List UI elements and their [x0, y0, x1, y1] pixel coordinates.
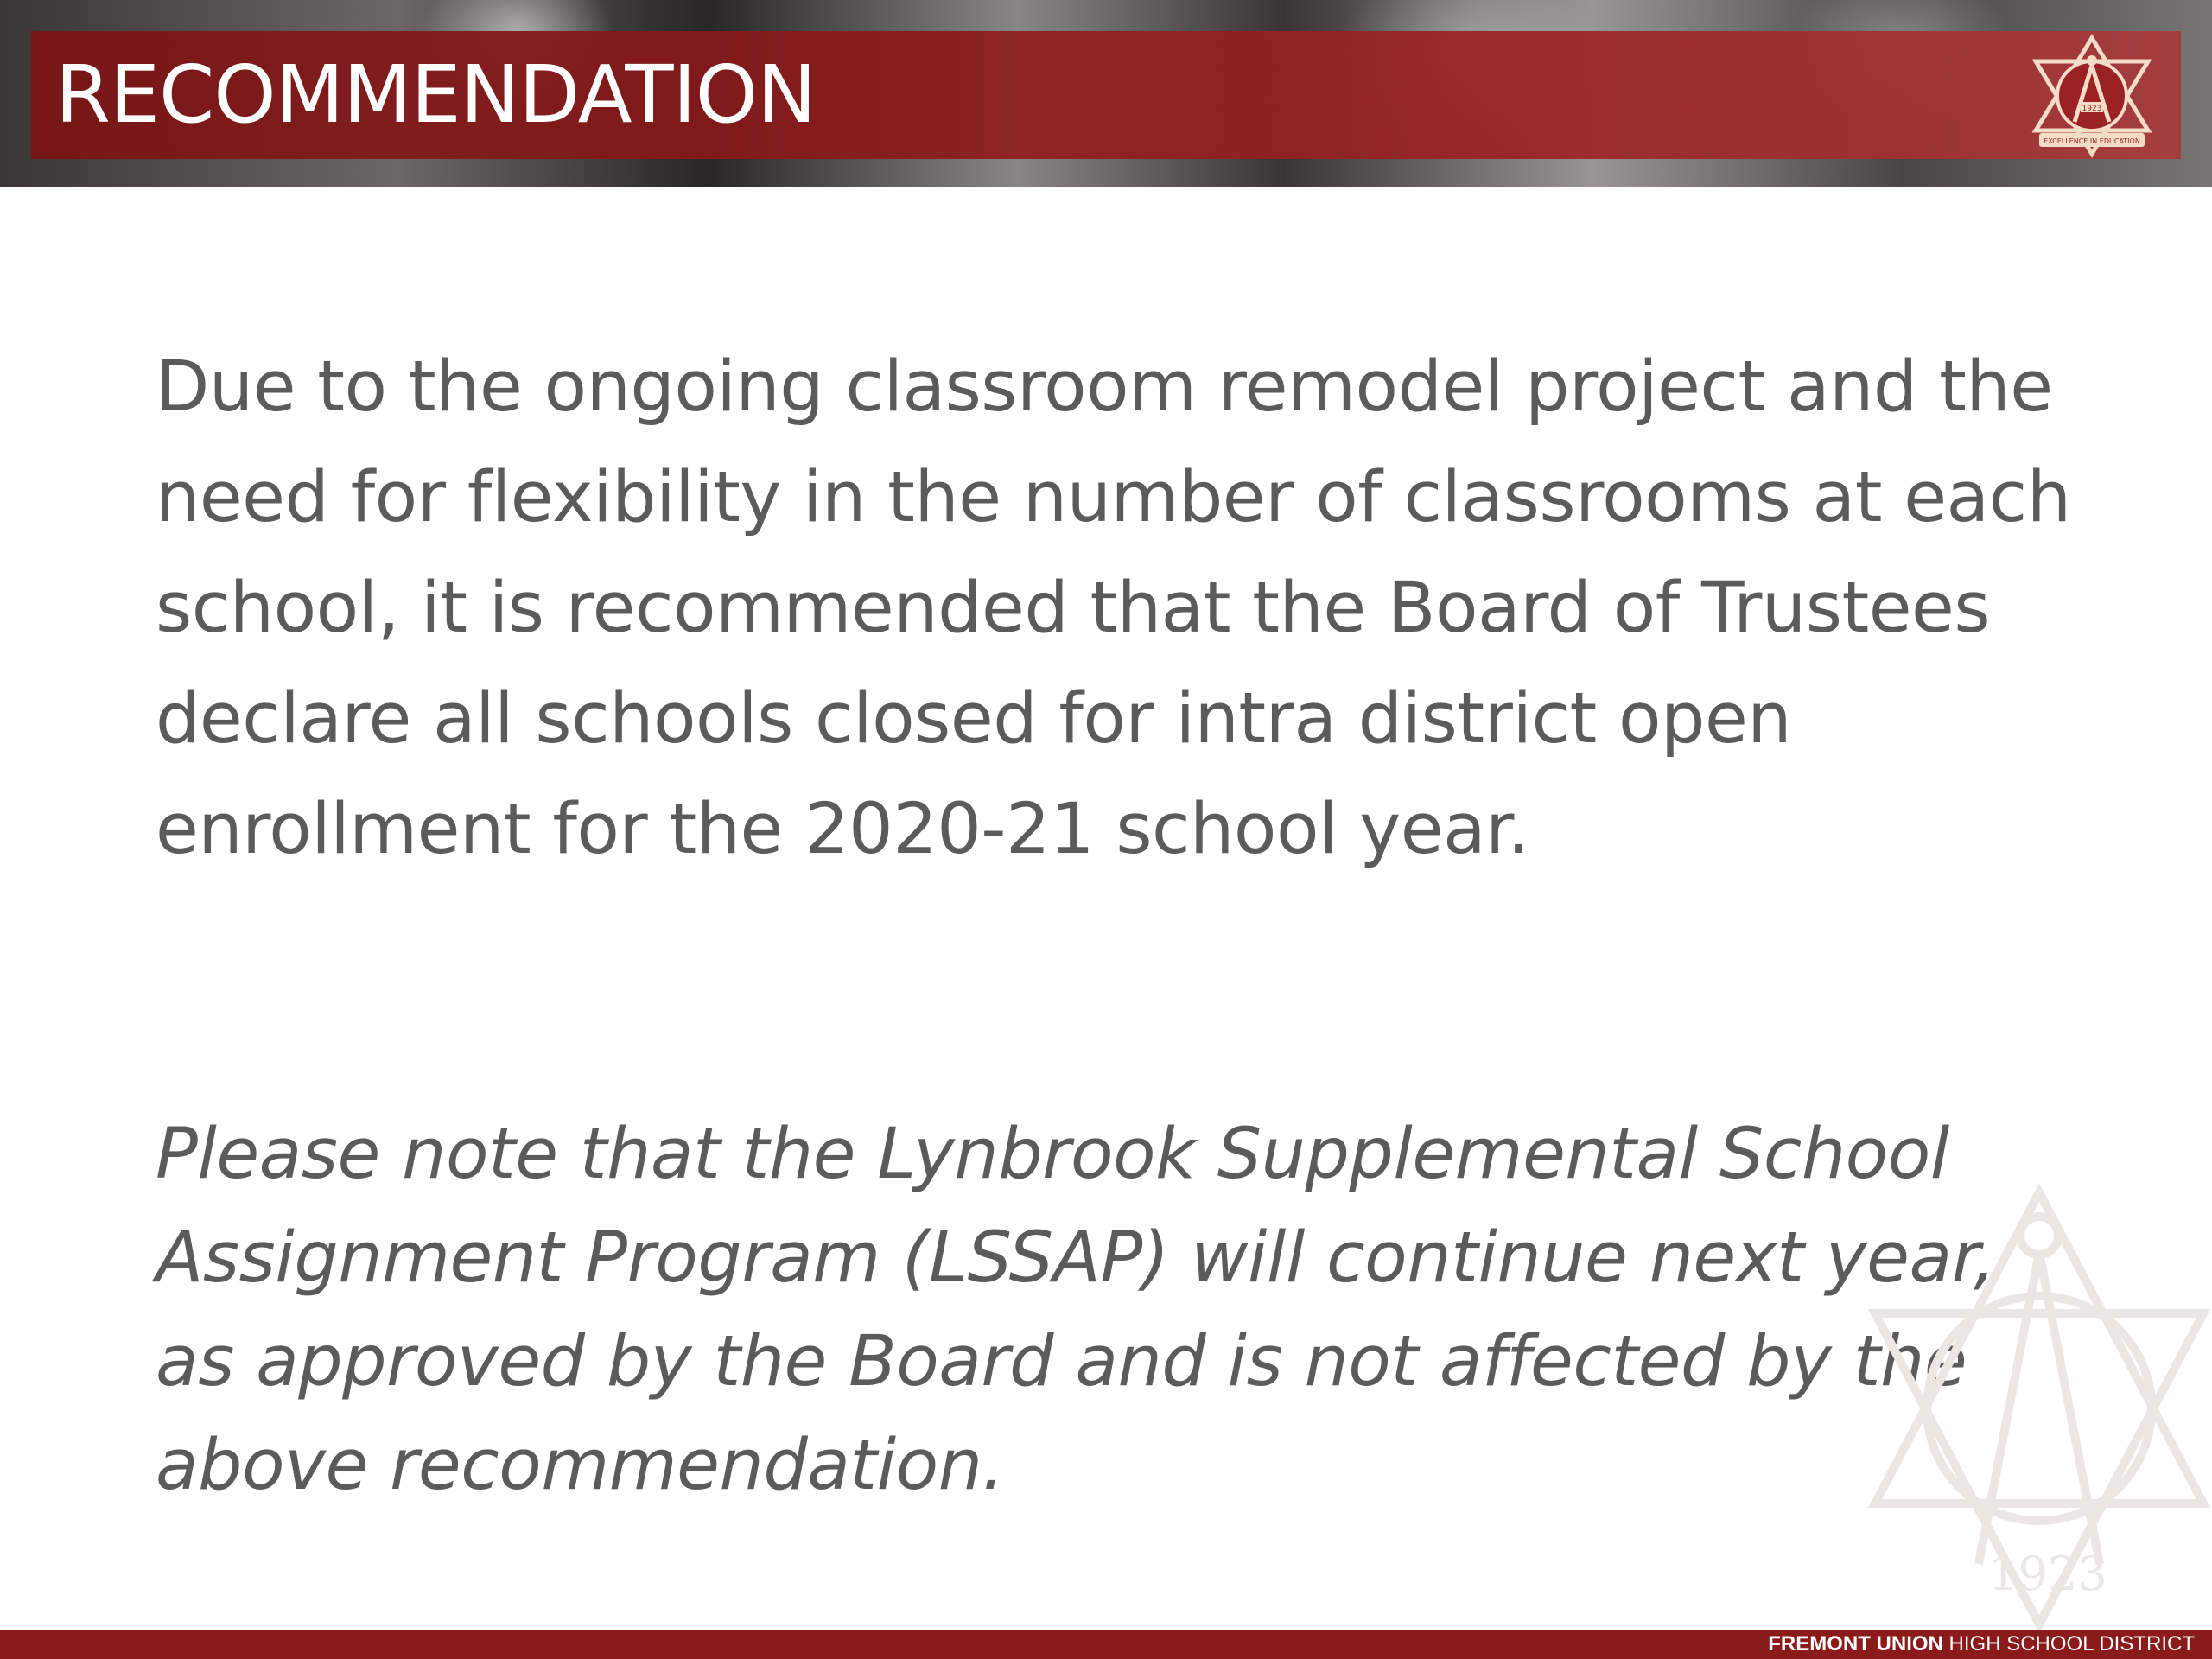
- footer-district-name: [1768, 1630, 2195, 1659]
- lssap-note-paragraph: Please note that the Lynbrook Supplemental School Assignment Program (LSSAP) will continue next year, as approved by the Board and is not affected by the above recommendation.: [156, 1114, 1996, 1506]
- footer-bar: [0, 1630, 2212, 1659]
- seal-motto: EXCELLENCE IN EDUCATION: [2044, 137, 2140, 145]
- recommendation-paragraph: Due to the ongoing classroom remodel project and the need for flexibility in the number of classrooms at each school, it is recommended that the Board of Trustees declare all schools closed for intra district open enrollment for the 2020-21 school year.: [156, 346, 2071, 870]
- watermark-year: 1923: [1988, 1547, 2107, 1601]
- header-banner: [0, 0, 2212, 187]
- footer-district-bold: FREMONT UNION: [1768, 1632, 1943, 1656]
- slide-title: RECOMMENDATION: [55, 48, 816, 141]
- school-seal-icon: [2027, 31, 2157, 161]
- seal-year: 1923: [2082, 105, 2102, 113]
- district-seal-watermark-icon: [1849, 1158, 2212, 1642]
- footer-district-rest: HIGH SCHOOL DISTRICT: [1942, 1632, 2195, 1656]
